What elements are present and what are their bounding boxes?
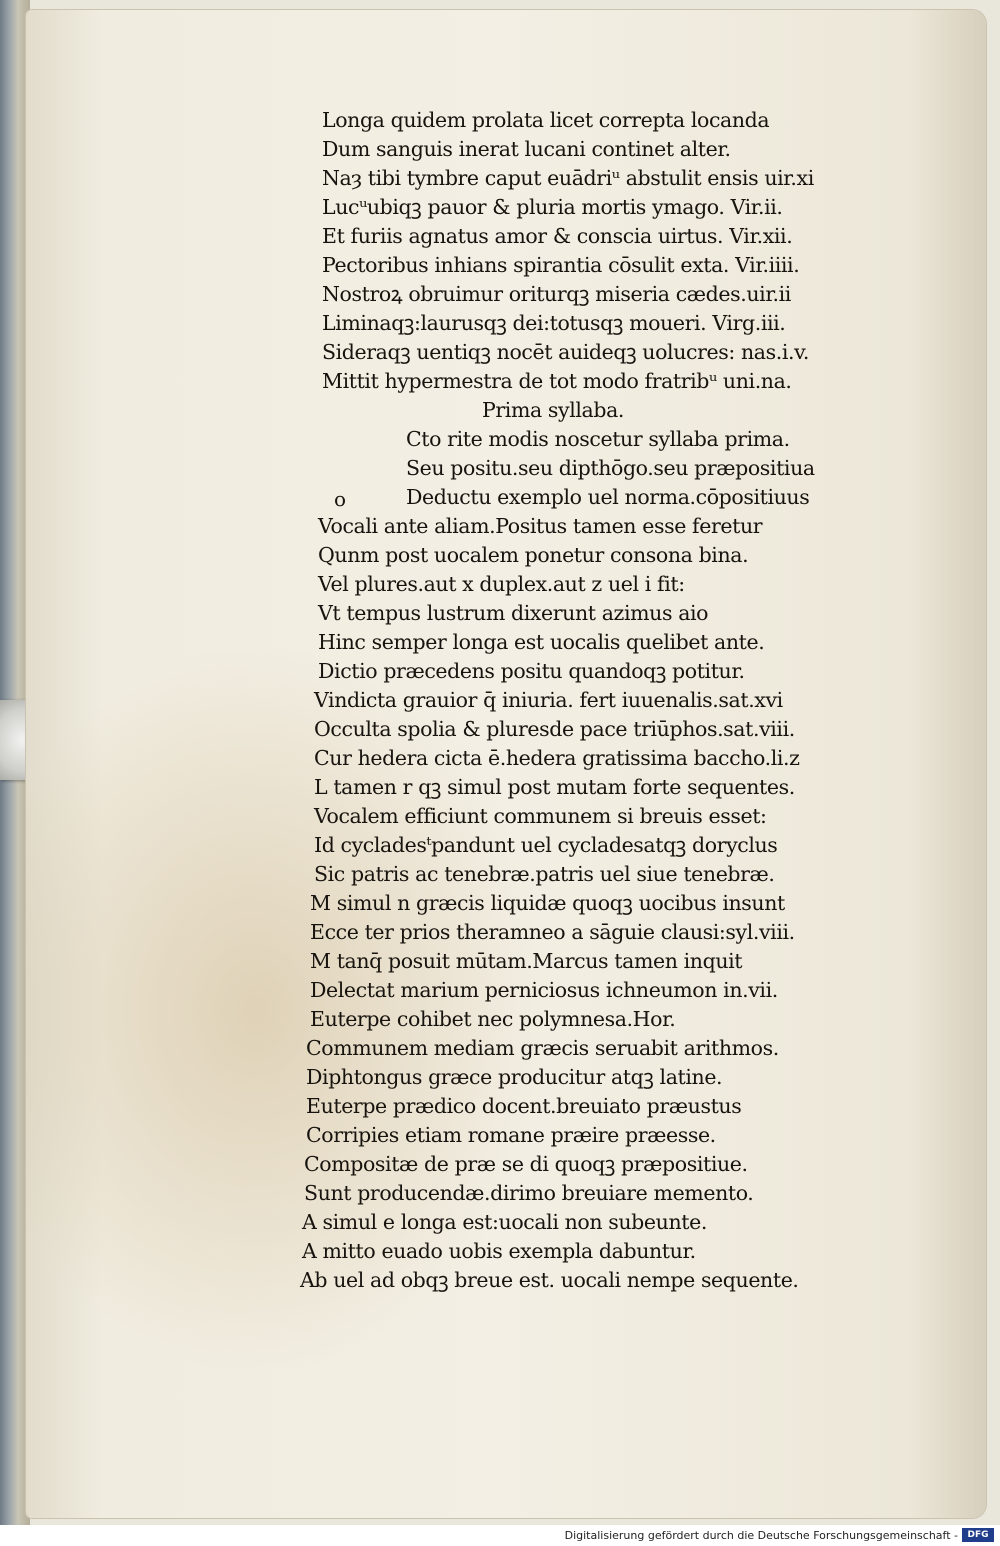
text-line: Corripies etiam romane præire præesse. <box>306 1123 716 1147</box>
text-line: Sunt producendæ.dirimo breuiare memento. <box>304 1181 754 1205</box>
text-line: Lucᵘubiqꝫ pauor & pluria mortis ymago. Vir.ii. <box>322 195 783 219</box>
text-line: Delectat marium perniciosus ichneumon in.vii. <box>310 978 778 1002</box>
text-line: Vocali ante aliam.Positus tamen esse feretur <box>318 514 763 538</box>
dfg-logo: DFG <box>962 1528 994 1542</box>
text-line: Pectoribus inhians spirantia cōsulit exta. Vir.iiii. <box>322 253 800 277</box>
text-line: Dictio præcedens positu quandoqꝫ potitur. <box>318 659 745 683</box>
text-line: M tanq̄ posuit mūtam.Marcus tamen inquit <box>310 949 743 973</box>
text-line: Vocalem efficiunt communem si breuis esset: <box>314 804 767 828</box>
text-line: Cur hedera cicta ē.hedera gratissima baccho.li.z <box>314 746 800 770</box>
text-line: Ab uel ad obqꝫ breue est. uocali nempe sequente. <box>300 1268 799 1292</box>
text-line: Euterpe cohibet nec polymnesa.Hor. <box>310 1007 676 1031</box>
text-line: Deductu exemplo uel norma.cōpositiuus <box>406 485 810 509</box>
text-line: Naȝ tibi tymbre caput euādriᵘ abstulit ensis uir.xi <box>322 166 814 190</box>
book-page <box>26 10 986 1518</box>
text-line: Euterpe prædico docent.breuiato præustus <box>306 1094 742 1118</box>
text-line: Longa quidem prolata licet correpta locanda <box>322 108 770 132</box>
text-line: Sideraqꝫ uentiqꝫ nocēt auideqꝫ uolucres: nas.i.v. <box>322 340 809 364</box>
text-line: Et furiis agnatus amor & conscia uirtus. Vir.xii. <box>322 224 793 248</box>
text-line: Seu positu.seu dipthōgo.seu præpositiua <box>406 456 815 480</box>
text-line: Communem mediam græcis seruabit arithmos. <box>306 1036 779 1060</box>
section-heading: Prima syllaba. <box>482 398 625 422</box>
text-line: M simul n græcis liquidæ quoqꝫ uocibus insunt <box>310 891 785 915</box>
text-block <box>26 10 986 1518</box>
text-line: Qunm post uocalem ponetur consona bina. <box>318 543 749 567</box>
text-line: Nostroꝝ obruimur oriturqꝫ miseria cædes.uir.ii <box>322 282 791 306</box>
text-line: Cto rite modis noscetur syllaba prima. <box>406 427 790 451</box>
text-line: Dum sanguis inerat lucani continet alter. <box>322 137 731 161</box>
text-line: Compositæ de præ se di quoqꝫ præpositiue. <box>304 1152 748 1176</box>
text-line: Vel plures.aut x duplex.aut z uel i fit: <box>318 572 685 596</box>
text-line: Id cycladesᵗpandunt uel cycladesatqꝫ doryclus <box>314 833 778 857</box>
footer-credit: Digitalisierung gefördert durch die Deutsche Forschungsgemeinschaft - <box>564 1529 958 1542</box>
marginal-letter: o <box>334 487 347 511</box>
text-line: Ecce ter prios theramneo a sāguie clausi:syl.viii. <box>310 920 795 944</box>
text-line: A mitto euado uobis exempla dabuntur. <box>302 1239 696 1263</box>
text-line: Mittit hypermestra de tot modo fratribᵘ uni.na. <box>322 369 792 393</box>
text-line: Vt tempus lustrum dixerunt azimus aio <box>318 601 709 625</box>
text-line: Occulta spolia & pluresde pace triūphos.sat.viii. <box>314 717 795 741</box>
digitization-footer <box>0 1525 1000 1546</box>
text-line: Hinc semper longa est uocalis quelibet ante. <box>318 630 765 654</box>
text-line: Diphtongus græce producitur atqꝫ latine. <box>306 1065 723 1089</box>
text-line: Vindicta grauior q̄ iniuria. fert iuuenalis.sat.xvi <box>314 688 783 712</box>
text-line: Liminaqꝫ:laurusqꝫ dei:totusqꝫ moueri. Virg.iii. <box>322 311 786 335</box>
text-line: A simul e longa est:uocali non subeunte. <box>302 1210 707 1234</box>
text-line: Sic patris ac tenebræ.patris uel siue tenebræ. <box>314 862 775 886</box>
text-line: L tamen r qꝫ simul post mutam forte sequentes. <box>314 775 795 799</box>
